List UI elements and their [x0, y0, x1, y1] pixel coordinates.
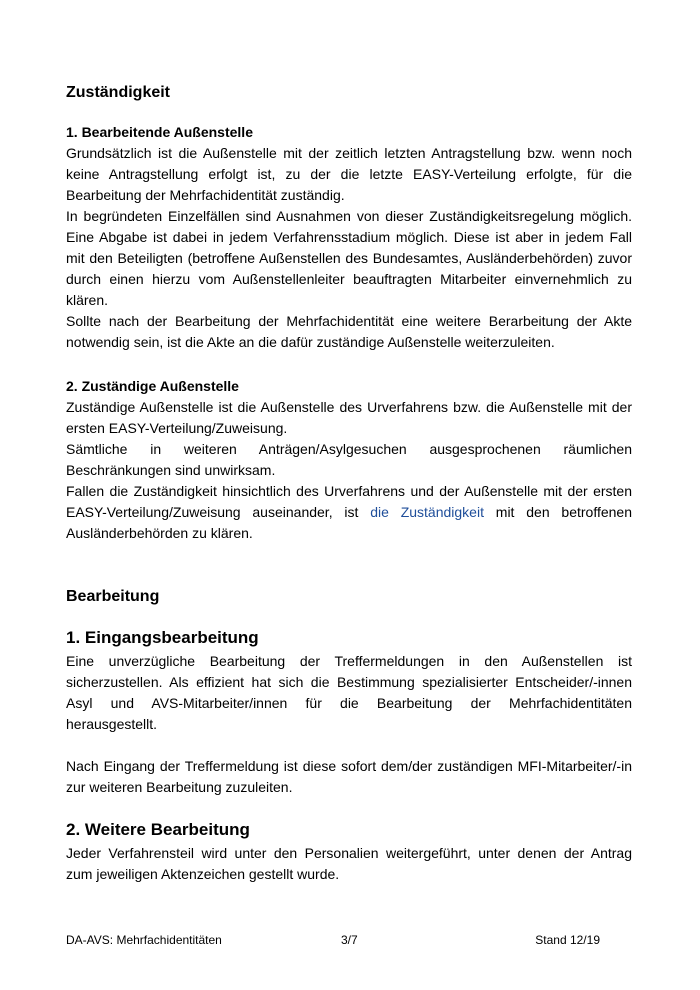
- text-line: Eine unverzügliche Bearbeitung der Treffermeldungen in den Außenstellen ist: [66, 653, 632, 669]
- text-line: zur weiteren Bearbeitung zuzuleiten.: [66, 779, 293, 795]
- text-line: Sollte nach der Bearbeitung der Mehrfachidentität eine weitere Berarbeitung der Akte: [66, 313, 632, 329]
- text-line: mit den Beteiligten (betroffene Außenstellen des Bundesamtes, Ausländerbehörden) zuvor: [66, 250, 632, 266]
- subheading-weitere-bearbeitung: 2. Weitere Bearbeitung: [66, 820, 250, 839]
- text-line: In begründeten Einzelfällen sind Ausnahmen von dieser Zuständigkeitsregelung möglich.: [66, 208, 632, 224]
- footer-stand-date: Stand 12/19: [535, 933, 600, 947]
- text-line: Eine Abgabe ist dabei in jedem Verfahrensstadium möglich. Diese ist aber in jedem Fall: [66, 229, 632, 245]
- section-title-zustaendigkeit: Zuständigkeit: [66, 84, 171, 101]
- paragraph-weitere-bearbeitung: [66, 843, 632, 885]
- text-segment: mit den betroffenen: [483, 504, 632, 520]
- text-line: zum jeweiligen Aktenzeichen gestellt wurde.: [66, 866, 340, 882]
- text-line: Ausländerbehörden zu klären.: [66, 525, 253, 541]
- paragraph-bearbeitende-aussenstelle: [66, 143, 632, 353]
- text-line: Bearbeitung der Mehrfachidentität zuständig.: [66, 187, 345, 203]
- paragraph-treffermeldung: [66, 756, 632, 798]
- text-line: herausgestellt.: [66, 716, 158, 732]
- text-line: [66, 502, 632, 523]
- paragraph-zustaendige-aussenstelle: [66, 397, 632, 544]
- text-line: Nach Eingang der Treffermeldung ist diese sofort dem/der zuständigen MFI-Mitarbeiter/-in: [66, 758, 632, 774]
- text-line: Asyl und AVS-Mitarbeiter/innen für die Bearbeitung der Mehrfachidentitäten: [66, 695, 632, 711]
- text-segment: EASY-Verteilung/Zuweisung auseinander, ist: [66, 504, 371, 520]
- footer-page-number: 3/7: [341, 933, 358, 947]
- text-line: Grundsätzlich ist die Außenstelle mit der zeitlich letzten Antragstellung bzw. wenn noch: [66, 145, 632, 161]
- section-title-bearbeitung: Bearbeitung: [66, 588, 160, 605]
- text-line: sicherzustellen. Als effizient hat sich die Bestimmung spezialisierter Entscheider/-innen: [66, 674, 632, 690]
- text-line: Fallen die Zuständigkeit hinsichtlich des Urverfahrens und der Außenstelle mit der ersten: [66, 483, 632, 499]
- text-line: notwendig sein, ist die Akte an die dafür zuständige Außenstelle weiterzuleiten.: [66, 334, 555, 350]
- text-line: Jeder Verfahrensteil wird unter den Personalien weitergeführt, unter denen der Antrag: [66, 845, 632, 861]
- subheading-zustaendige-aussenstelle: 2. Zuständige Außenstelle: [66, 378, 239, 394]
- text-line: Zuständige Außenstelle ist die Außenstelle des Urverfahrens bzw. die Außenstelle mit der: [66, 399, 632, 415]
- text-line: keine Antragstellung erfolgt ist, zu der die letzte EASY-Verteilung erfolgte, für die: [66, 166, 632, 182]
- subheading-eingangsbearbeitung: 1. Eingangsbearbeitung: [66, 628, 259, 647]
- subheading-bearbeitende-aussenstelle: 1. Bearbeitende Außenstelle: [66, 124, 253, 140]
- zustaendigkeit-link[interactable]: die Zuständigkeit: [370, 504, 484, 520]
- text-line: ersten EASY-Verteilung/Zuweisung.: [66, 420, 288, 436]
- paragraph-eingangsbearbeitung: [66, 651, 632, 735]
- text-line: Sämtliche in weiteren Anträgen/Asylgesuchen ausgesprochenen räumlichen: [66, 441, 632, 457]
- footer-document-title: DA-AVS: Mehrfachidentitäten: [66, 933, 222, 947]
- text-line: Beschränkungen sind unwirksam.: [66, 462, 276, 478]
- text-line: durch einen hierzu vom Außenstellenleiter beauftragten Mitarbeiter einvernehmlich zu: [66, 271, 632, 287]
- text-line: klären.: [66, 292, 109, 308]
